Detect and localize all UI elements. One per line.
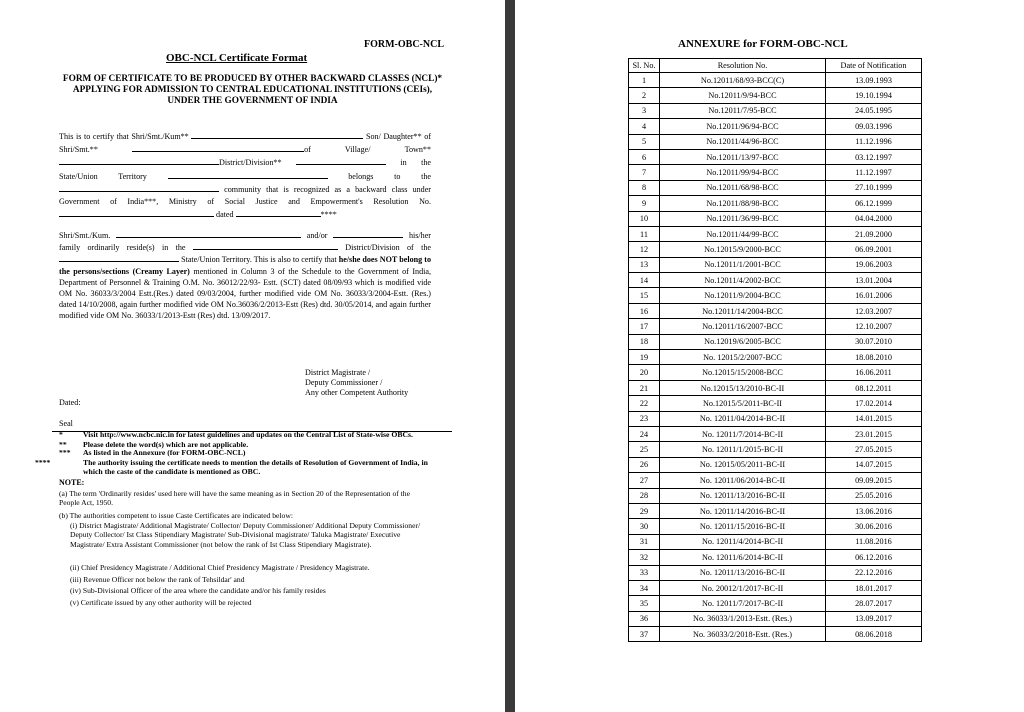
cell-sl-no: 6 — [629, 149, 660, 164]
para2-text-4: District/Division of the — [345, 243, 431, 253]
resolutions-table — [628, 58, 922, 642]
cell-resolution-no: No.12011/13/97-BCC — [660, 149, 826, 164]
cell-sl-no: 11 — [629, 226, 660, 241]
column-header-date: Date of Notification — [826, 59, 922, 73]
table-header-row — [629, 59, 922, 73]
cell-sl-no: 23 — [629, 411, 660, 426]
footnote-4 — [35, 458, 443, 476]
column-header-sl-no: Sl. No. — [629, 59, 660, 73]
footnote-mark: **** — [35, 458, 51, 467]
cell-date: 06.12.2016 — [826, 550, 922, 565]
table-row — [629, 88, 922, 103]
cell-resolution-no: No. 36033/1/2013-Estt. (Res.) — [660, 611, 826, 626]
note-heading: NOTE: — [59, 478, 85, 487]
cell-date: 22.12.2016 — [826, 565, 922, 580]
cell-sl-no: 31 — [629, 534, 660, 549]
para2-text-6: mentioned in Column 3 of the Schedule to the Government of India, Department of Personnel & Training O.M. No. 36012/22/93- Estt. (SCT) dated 08/09/93 which is modified vide OM No. 36033/3/2004 Estt.(Res.) dated 09/03/2004, further modified vide OM No. 36033/3/2004-Estt. (Res.) dated 14/10/2008, again further modified vide OM No.36036/2/2013-Estt (Res) dtd. 30/05/2014, and again further modified vide OM No. 36033/1/2013-Estt (Res) dtd. 13/09/2017. — [59, 266, 431, 321]
table-row — [629, 303, 922, 318]
cell-date: 27.10.1999 — [826, 180, 922, 195]
cell-sl-no: 7 — [629, 165, 660, 180]
cell-sl-no: 18 — [629, 334, 660, 349]
table-row — [629, 165, 922, 180]
table-row — [629, 134, 922, 149]
table-row — [629, 565, 922, 580]
footnote-1 — [59, 431, 413, 440]
table-row — [629, 488, 922, 503]
cell-sl-no: 8 — [629, 180, 660, 195]
table-row — [629, 119, 922, 134]
cell-date: 03.12.1997 — [826, 149, 922, 164]
table-row — [629, 473, 922, 488]
resolution-no-blank — [59, 208, 214, 217]
cell-sl-no: 34 — [629, 580, 660, 595]
para1-text-9: dated — [216, 210, 234, 220]
signatory-line-2: Deputy Commissioner / — [305, 378, 383, 387]
para1-text-7: belongs to the — [348, 171, 431, 181]
para2-text-2: and/or — [306, 231, 328, 240]
form-code: FORM-OBC-NCL — [364, 39, 444, 50]
cell-date: 08.12.2011 — [826, 380, 922, 395]
cell-date: 11.12.1996 — [826, 134, 922, 149]
footnote-text: Please delete the word(s) which are not applicable. — [83, 440, 249, 449]
cell-date: 23.01.2015 — [826, 426, 922, 441]
cell-sl-no: 26 — [629, 457, 660, 472]
cell-date: 14.01.2015 — [826, 411, 922, 426]
cell-sl-no: 25 — [629, 442, 660, 457]
cell-resolution-no: No.12011/44/96-BCC — [660, 134, 826, 149]
cell-resolution-no: No.12011/16/2007-BCC — [660, 319, 826, 334]
cell-sl-no: 35 — [629, 596, 660, 611]
para1-text-2: Son/ Daughter** — [365, 132, 422, 141]
table-row — [629, 596, 922, 611]
cell-resolution-no: No.12011/7/95-BCC — [660, 103, 826, 118]
cell-date: 18.01.2017 — [826, 580, 922, 595]
table-row — [629, 627, 922, 642]
table-row — [629, 580, 922, 595]
cell-resolution-no: No. 12011/1/2015-BC-II — [660, 442, 826, 457]
cell-resolution-no: No.12011/96/94-BCC — [660, 119, 826, 134]
table-row — [629, 503, 922, 518]
cell-resolution-no: No.12011/99/94-BCC — [660, 165, 826, 180]
cell-resolution-no: No. 12011/13/2016-BC-II — [660, 488, 826, 503]
cell-sl-no: 14 — [629, 273, 660, 288]
para1-text-1: This is to certify that Shri/Smt./Kum** — [59, 132, 189, 141]
cell-sl-no: 19 — [629, 350, 660, 365]
form-heading: FORM OF CERTIFICATE TO BE PRODUCED BY OTHER BACKWARD CLASSES (NCL)* APPLYING FOR ADMISSION TO CENTRAL EDUCATIONAL INSTITUTIONS (CEIs), UNDER THE GOVERNMENT OF INDIA — [62, 74, 443, 106]
cell-sl-no: 10 — [629, 211, 660, 226]
cell-sl-no: 21 — [629, 380, 660, 395]
cell-date: 30.06.2016 — [826, 519, 922, 534]
footnote-3 — [59, 449, 245, 458]
cell-sl-no: 24 — [629, 426, 660, 441]
table-row — [629, 550, 922, 565]
candidate-blank — [116, 229, 301, 238]
footnote-text: As listed in the Annexure (for FORM-OBC-NCL) — [83, 448, 246, 457]
authority-item-5: (v) Certificate issued by any other authority will be rejected — [70, 598, 252, 607]
table-row — [629, 273, 922, 288]
cell-sl-no: 28 — [629, 488, 660, 503]
certificate-paragraph-1 — [59, 130, 431, 221]
table-row — [629, 534, 922, 549]
cell-resolution-no: No.12011/88/98-BCC — [660, 196, 826, 211]
cell-sl-no: 3 — [629, 103, 660, 118]
table-row — [629, 242, 922, 257]
cell-sl-no: 22 — [629, 396, 660, 411]
cell-date: 14.07.2015 — [826, 457, 922, 472]
cell-date: 18.08.2010 — [826, 350, 922, 365]
cell-resolution-no: No.12011/44/99-BCC — [660, 226, 826, 241]
footnote-text: Visit http://www.ncbc.nic.in for latest guidelines and updates on the Central List of State-wise OBCs. — [83, 430, 413, 439]
cell-date: 13.06.2016 — [826, 503, 922, 518]
para1-text-4: of Village/ Town** — [304, 145, 431, 155]
cell-resolution-no: No. 12011/7/2014-BC-II — [660, 426, 826, 441]
cell-date: 17.02.2014 — [826, 396, 922, 411]
seal-label: Seal — [59, 419, 73, 428]
footnote-text: The authority issuing the certificate needs to mention the details of Resolution of Government of India, in which the caste of the candidate is mentioned as OBC. — [83, 458, 428, 476]
note-item-a: (a) The term 'Ordinarily resides' used here will have the same meaning as in Section 20 of the Representation of the People Act, 1950. — [59, 489, 410, 508]
table-row — [629, 180, 922, 195]
name-blank — [191, 130, 363, 139]
cell-date: 11.12.1997 — [826, 165, 922, 180]
footnote-mark: ** — [59, 440, 67, 449]
cell-date: 04.04.2000 — [826, 211, 922, 226]
cell-resolution-no: No.12011/68/98-BCC — [660, 180, 826, 195]
cell-date: 21.09.2000 — [826, 226, 922, 241]
cell-sl-no: 20 — [629, 365, 660, 380]
cell-date: 16.06.2011 — [826, 365, 922, 380]
cell-date: 19.06.2003 — [826, 257, 922, 272]
para1-text-8: community that is recognized as a backward class under Government of India***, Ministry of Social Justice and Empowerment's Resolution No. — [59, 184, 432, 207]
cell-sl-no: 9 — [629, 196, 660, 211]
cell-date: 30.07.2010 — [826, 334, 922, 349]
cell-resolution-no: No.12011/9/94-BCC — [660, 88, 826, 103]
cell-resolution-no: No.12011/1/2001-BCC — [660, 257, 826, 272]
footnote-mark: * — [59, 430, 63, 439]
cell-resolution-no: No.12011/36/99-BCC — [660, 211, 826, 226]
cell-sl-no: 27 — [629, 473, 660, 488]
cell-sl-no: 29 — [629, 503, 660, 518]
table-row — [629, 350, 922, 365]
cell-resolution-no: No.12015/13/2010-BC-II — [660, 380, 826, 395]
authority-item-3: (iii) Revenue Officer not below the rank of Tehsildar' and — [70, 575, 245, 584]
para2-text-5: State/Union Territory. This is also to certify that — [181, 255, 337, 265]
para1-text-3: of Shri/Smt.** — [59, 132, 432, 155]
cell-date: 08.06.2018 — [826, 627, 922, 642]
cell-sl-no: 12 — [629, 242, 660, 257]
table-row — [629, 211, 922, 226]
cell-date: 09.03.1996 — [826, 119, 922, 134]
cell-resolution-no: No.12011/68/93-BCC(C) — [660, 73, 826, 88]
table-row — [629, 103, 922, 118]
residence-blank — [193, 241, 338, 250]
cell-sl-no: 1 — [629, 73, 660, 88]
dated-label: Dated: — [59, 398, 81, 407]
cell-resolution-no: No.12015/15/2008-BCC — [660, 365, 826, 380]
page-left-certificate — [0, 0, 505, 712]
cell-resolution-no: No.12011/14/2004-BCC — [660, 303, 826, 318]
state-blank — [168, 170, 328, 179]
cell-resolution-no: No.12019/6/2005-BCC — [660, 334, 826, 349]
cell-resolution-no: No. 12011/13/2016-BC-II — [660, 565, 826, 580]
authority-item-2: (ii) Chief Presidency Magistrate / Additional Chief Presidency Magistrate / Presidency Magistrate. — [70, 563, 370, 572]
table-row — [629, 457, 922, 472]
table-row — [629, 365, 922, 380]
cell-resolution-no: No. 12011/06/2014-BC-II — [660, 473, 826, 488]
cell-resolution-no: No. 12015/2/2007-BCC — [660, 350, 826, 365]
cell-date: 19.10.1994 — [826, 88, 922, 103]
cell-sl-no: 30 — [629, 519, 660, 534]
cell-date: 24.05.1995 — [826, 103, 922, 118]
district-blank — [296, 156, 386, 165]
cell-resolution-no: No.12011/9/2004-BCC — [660, 288, 826, 303]
para2-text-1: Shri/Smt./Kum. — [59, 231, 111, 240]
signatory-block — [305, 368, 408, 398]
cell-date: 28.07.2017 — [826, 596, 922, 611]
cell-date: 12.03.2007 — [826, 303, 922, 318]
table-row — [629, 226, 922, 241]
table-row — [629, 196, 922, 211]
cell-sl-no: 16 — [629, 303, 660, 318]
cell-date: 12.10.2007 — [826, 319, 922, 334]
cell-resolution-no: No. 12011/4/2014-BC-II — [660, 534, 826, 549]
cell-sl-no: 2 — [629, 88, 660, 103]
table-row — [629, 396, 922, 411]
cell-date: 13.09.2017 — [826, 611, 922, 626]
table-row — [629, 73, 922, 88]
table-row — [629, 380, 922, 395]
table-row — [629, 519, 922, 534]
cell-date: 06.09.2001 — [826, 242, 922, 257]
cell-date: 06.12.1999 — [826, 196, 922, 211]
cell-sl-no: 13 — [629, 257, 660, 272]
cell-resolution-no: No. 12011/14/2016-BC-II — [660, 503, 826, 518]
table-body — [629, 73, 922, 642]
table-row — [629, 426, 922, 441]
para1-text-6: in the State/Union Territory — [59, 158, 431, 181]
authority-item-4: (iv) Sub-Divisional Officer of the area where the candidate and/or his family resides — [70, 586, 326, 595]
resolution-date-blank — [236, 208, 321, 217]
para2-text-3: his/her family ordinarily reside(s) in the — [59, 231, 431, 253]
cell-resolution-no: No. 12011/15/2016-BC-II — [660, 519, 826, 534]
creamy-layer-statement: he/she does NOT belong to the persons/sections (Creamy Layer) — [59, 255, 432, 276]
authority-item-1: (i) District Magistrate/ Additional Magistrate/ Collector/ Deputy Commissioner/ Additional Deputy Commissioner/ Deputy Collector/ Ist Class Stipendiary Magistrate/ Sub-Divisional magistrate/ Taluka Magistrate/ Executive Magistrate/ Extra Assistant Commissioner (not below the rank of Ist Class Stipendiary Magistrate). — [70, 521, 421, 549]
table-row — [629, 334, 922, 349]
annexure-title: ANNEXURE for FORM-OBC-NCL — [678, 38, 848, 50]
cell-sl-no: 36 — [629, 611, 660, 626]
cell-resolution-no: No. 12015/05/2011-BC-II — [660, 457, 826, 472]
cell-date: 27.05.2015 — [826, 442, 922, 457]
cell-date: 13.01.2004 — [826, 273, 922, 288]
cell-sl-no: 37 — [629, 627, 660, 642]
footnote-mark: *** — [59, 448, 71, 457]
cell-sl-no: 33 — [629, 565, 660, 580]
cell-resolution-no: No.12011/4/2002-BCC — [660, 273, 826, 288]
table-row — [629, 288, 922, 303]
cell-resolution-no: No.12015/5/2011-BC-II — [660, 396, 826, 411]
cell-sl-no: 4 — [629, 119, 660, 134]
village-blank — [59, 156, 219, 165]
cell-date: 11.08.2016 — [826, 534, 922, 549]
table-row — [629, 411, 922, 426]
table-row — [629, 442, 922, 457]
cell-date: 13.09.1993 — [826, 73, 922, 88]
table-row — [629, 149, 922, 164]
table-row — [629, 319, 922, 334]
para1-text-5: District/Division** — [219, 158, 282, 168]
certificate-paragraph-2 — [59, 229, 431, 322]
page-right-annexure — [515, 0, 1024, 712]
cell-sl-no: 17 — [629, 319, 660, 334]
cell-resolution-no: No. 12011/6/2014-BC-II — [660, 550, 826, 565]
cell-resolution-no: No. 12011/04/2014-BC-II — [660, 411, 826, 426]
cell-resolution-no: No. 12011/7/2017-BC-II — [660, 596, 826, 611]
cell-resolution-no: No. 36033/2/2018-Estt. (Res.) — [660, 627, 826, 642]
cell-sl-no: 15 — [629, 288, 660, 303]
note-item-b: (b) The authorities competent to issue Caste Certificates are indicated below: — [59, 511, 293, 520]
table-row — [629, 611, 922, 626]
cell-resolution-no: No.12015/9/2000-BCC — [660, 242, 826, 257]
para1-text-10: **** — [320, 210, 337, 220]
cell-date: 25.05.2016 — [826, 488, 922, 503]
page-title: OBC-NCL Certificate Format — [166, 52, 308, 64]
cell-date: 09.09.2015 — [826, 473, 922, 488]
family-blank — [333, 229, 403, 238]
table-row — [629, 257, 922, 272]
residence-state-blank — [59, 253, 179, 262]
cell-sl-no: 32 — [629, 550, 660, 565]
cell-resolution-no: No. 20012/1/2017-BC-II — [660, 580, 826, 595]
signatory-line-1: District Magistrate / — [305, 368, 371, 377]
column-header-resolution-no: Resolution No. — [660, 59, 826, 73]
signatory-line-3: Any other Competent Authority — [305, 388, 409, 397]
cell-sl-no: 5 — [629, 134, 660, 149]
parent-name-blank — [132, 143, 304, 152]
cell-date: 16.01.2006 — [826, 288, 922, 303]
community-blank — [59, 183, 219, 192]
